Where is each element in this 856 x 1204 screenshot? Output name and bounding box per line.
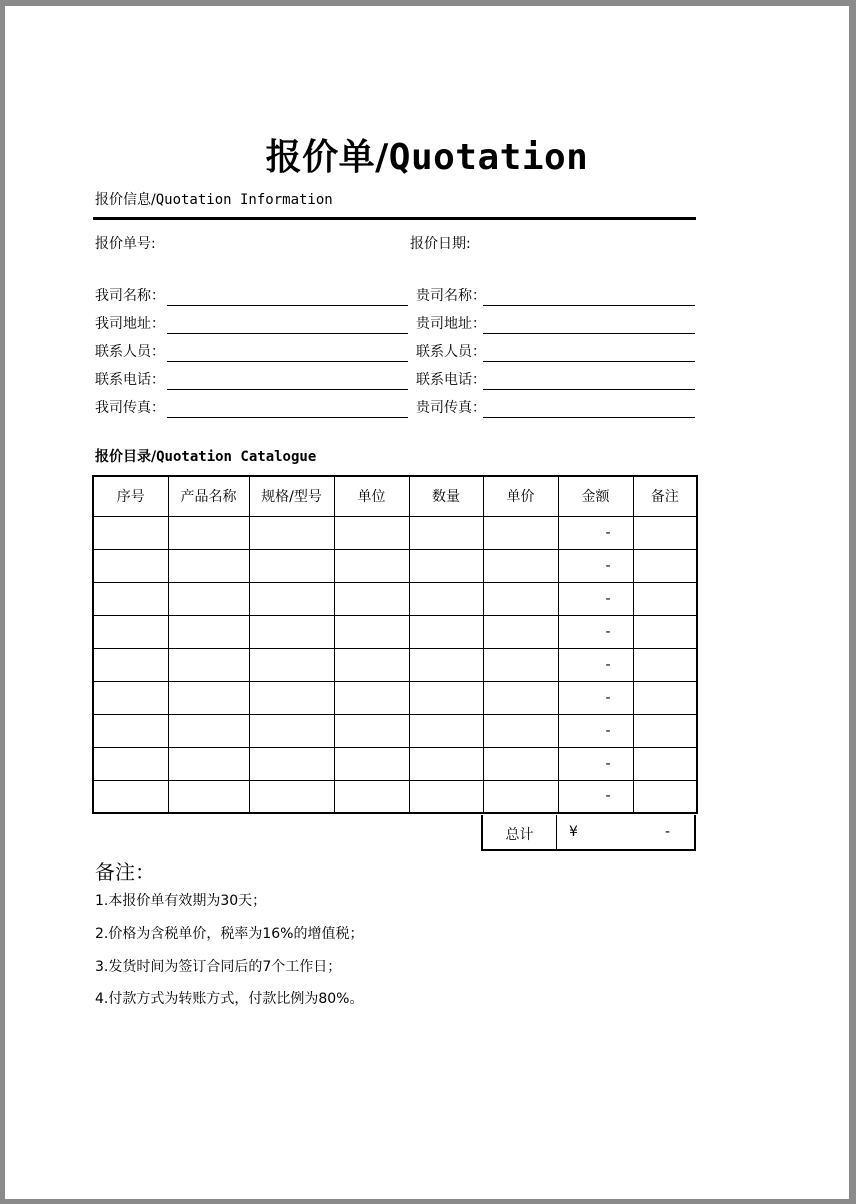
cell-remarks[interactable]: [633, 615, 697, 648]
our-contact-label: 联系人员：: [95, 344, 165, 360]
cell-remarks[interactable]: [633, 714, 697, 747]
cell-product-name[interactable]: [168, 714, 249, 747]
cell-unit[interactable]: [334, 648, 409, 681]
our-fax-field[interactable]: [167, 417, 408, 418]
cell-amount[interactable]: -: [558, 549, 633, 582]
cell-remarks[interactable]: [633, 549, 697, 582]
col-header-remarks: 备注: [633, 476, 697, 516]
cell-model[interactable]: [249, 582, 334, 615]
cell-model[interactable]: [249, 747, 334, 780]
cell-remarks[interactable]: [633, 648, 697, 681]
col-header-amount: 金额: [558, 476, 633, 516]
cell-remarks[interactable]: [633, 582, 697, 615]
cell-model[interactable]: [249, 615, 334, 648]
title-cn: 报价单/: [265, 137, 389, 178]
col-header-model: 规格/型号: [249, 476, 334, 516]
cell-unit[interactable]: [334, 714, 409, 747]
cell-amount[interactable]: -: [558, 582, 633, 615]
cell-unit[interactable]: [334, 549, 409, 582]
title-en: Quotation: [388, 137, 589, 178]
cell-amount[interactable]: -: [558, 681, 633, 714]
cell-index[interactable]: [93, 615, 168, 648]
cell-index[interactable]: [93, 648, 168, 681]
our-address-field[interactable]: [167, 333, 408, 334]
table-row: [93, 747, 697, 780]
cell-remarks[interactable]: [633, 780, 697, 813]
cell-unit[interactable]: [334, 516, 409, 549]
our-company-name-field[interactable]: [167, 305, 408, 306]
cell-unit-price[interactable]: [483, 648, 558, 681]
quotation-table: [92, 475, 698, 814]
total-value: -: [664, 824, 670, 840]
cell-index[interactable]: [93, 747, 168, 780]
cell-amount[interactable]: -: [558, 516, 633, 549]
cell-model[interactable]: [249, 780, 334, 813]
cell-quantity[interactable]: [409, 648, 483, 681]
cell-unit-price[interactable]: [483, 681, 558, 714]
cell-quantity[interactable]: [409, 681, 483, 714]
cell-unit-price[interactable]: [483, 747, 558, 780]
catalogue-heading-cn: 报价目录/: [95, 449, 157, 465]
table-row: [93, 780, 697, 813]
total-divider: [556, 815, 557, 849]
col-header-index: 序号: [93, 476, 168, 516]
cell-amount[interactable]: -: [558, 648, 633, 681]
client-company-name-label: 贵司名称：: [416, 288, 486, 304]
cell-quantity[interactable]: [409, 747, 483, 780]
col-header-quantity: 数量: [409, 476, 483, 516]
note-item: 2.价格为含税单价，税率为16%的增值税；: [95, 926, 364, 942]
our-phone-field[interactable]: [167, 389, 408, 390]
total-currency: ¥: [569, 824, 578, 840]
cell-quantity[interactable]: [409, 615, 483, 648]
info-heading-en: Quotation Information: [155, 192, 333, 208]
cell-unit-price[interactable]: [483, 516, 558, 549]
cell-index[interactable]: [93, 780, 168, 813]
cell-product-name[interactable]: [168, 747, 249, 780]
cell-unit[interactable]: [334, 780, 409, 813]
our-address-label: 我司地址：: [95, 316, 165, 332]
note-item: 1.本报价单有效期为30天；: [95, 893, 267, 909]
cell-unit-price[interactable]: [483, 582, 558, 615]
client-address-field[interactable]: [483, 333, 695, 334]
cell-unit-price[interactable]: [483, 780, 558, 813]
cell-unit-price[interactable]: [483, 549, 558, 582]
notes-heading: 备注：: [95, 860, 155, 884]
client-contact-label: 联系人员：: [416, 344, 486, 360]
total-label: 总计: [505, 827, 534, 843]
cell-model[interactable]: [249, 549, 334, 582]
cell-remarks[interactable]: [633, 516, 697, 549]
total-row: [481, 815, 696, 851]
cell-product-name[interactable]: [168, 516, 249, 549]
cell-amount[interactable]: -: [558, 747, 633, 780]
cell-product-name[interactable]: [168, 648, 249, 681]
cell-quantity[interactable]: [409, 516, 483, 549]
col-header-unit: 单位: [334, 476, 409, 516]
section-divider: [93, 217, 696, 220]
our-company-name-label: 我司名称：: [95, 288, 165, 304]
our-fax-label: 我司传真：: [95, 400, 165, 416]
client-contact-field[interactable]: [483, 361, 695, 362]
note-item: 3.发货时间为签订合同后的7个工作日；: [95, 959, 342, 975]
cell-amount[interactable]: -: [558, 714, 633, 747]
cell-index[interactable]: [93, 681, 168, 714]
col-header-unit-price: 单价: [483, 476, 558, 516]
cell-product-name[interactable]: [168, 780, 249, 813]
cell-model[interactable]: [249, 648, 334, 681]
col-header-product-name: 产品名称: [168, 476, 249, 516]
client-address-label: 贵司地址：: [416, 316, 486, 332]
catalogue-heading-en: Quotation Catalogue: [156, 449, 317, 465]
cell-remarks[interactable]: [633, 681, 697, 714]
our-phone-label: 联系电话：: [95, 372, 165, 388]
cell-product-name[interactable]: [168, 681, 249, 714]
cell-quantity[interactable]: [409, 582, 483, 615]
cell-index[interactable]: [93, 714, 168, 747]
quotation-page: [5, 6, 849, 1199]
cell-quantity[interactable]: [409, 549, 483, 582]
cell-quantity[interactable]: [409, 714, 483, 747]
cell-product-name[interactable]: [168, 582, 249, 615]
client-fax-label: 贵司传真：: [416, 400, 486, 416]
table-row: [93, 714, 697, 747]
page-title: [5, 129, 849, 180]
info-heading: [95, 189, 333, 209]
client-phone-label: 联系电话：: [416, 372, 486, 388]
cell-remarks[interactable]: [633, 747, 697, 780]
cell-unit[interactable]: [334, 582, 409, 615]
cell-index[interactable]: [93, 549, 168, 582]
cell-amount[interactable]: -: [558, 615, 633, 648]
table-row: [93, 615, 697, 648]
info-heading-cn: 报价信息/: [95, 192, 156, 208]
table-row: [93, 549, 697, 582]
cell-unit-price[interactable]: [483, 615, 558, 648]
cell-model[interactable]: [249, 714, 334, 747]
cell-unit-price[interactable]: [483, 714, 558, 747]
cell-model[interactable]: [249, 516, 334, 549]
cell-product-name[interactable]: [168, 549, 249, 582]
our-contact-field[interactable]: [167, 361, 408, 362]
cell-index[interactable]: [93, 582, 168, 615]
catalogue-heading: [95, 446, 316, 466]
table-row: [93, 582, 697, 615]
quote-number-label: 报价单号:: [95, 236, 156, 252]
quote-date-label: 报价日期:: [410, 236, 471, 252]
client-phone-field[interactable]: [483, 389, 695, 390]
cell-index[interactable]: [93, 516, 168, 549]
cell-amount[interactable]: -: [558, 780, 633, 813]
table-header-row: [93, 476, 697, 516]
note-item: 4.付款方式为转账方式，付款比例为80%。: [95, 991, 364, 1007]
cell-unit[interactable]: [334, 747, 409, 780]
cell-model[interactable]: [249, 681, 334, 714]
cell-unit[interactable]: [334, 681, 409, 714]
client-company-name-field[interactable]: [483, 305, 695, 306]
cell-unit[interactable]: [334, 615, 409, 648]
table-row: [93, 516, 697, 549]
client-fax-field[interactable]: [483, 417, 695, 418]
cell-quantity[interactable]: [409, 780, 483, 813]
table-row: [93, 681, 697, 714]
cell-product-name[interactable]: [168, 615, 249, 648]
table-row: [93, 648, 697, 681]
